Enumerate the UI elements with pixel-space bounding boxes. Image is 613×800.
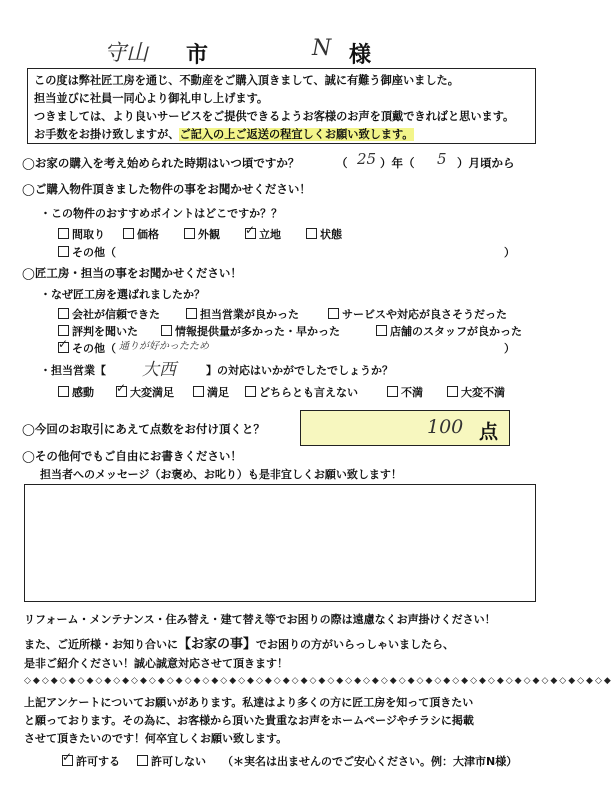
checkbox[interactable] bbox=[376, 325, 387, 336]
q4-option-neutral[interactable]: どちらとも言えない bbox=[245, 384, 358, 400]
checkbox[interactable] bbox=[306, 228, 317, 239]
checkbox[interactable] bbox=[328, 308, 339, 319]
q1-year-unit: ）年（ bbox=[380, 156, 415, 170]
q4-label-prefix: ・担当営業【 bbox=[40, 364, 106, 377]
city-handwritten: 守山 bbox=[104, 41, 149, 66]
customer-name-handwritten: N bbox=[312, 36, 332, 61]
checkbox-checked[interactable] bbox=[62, 755, 73, 766]
divider-dots: ◇◆◇◆◇◆◇◆◇◆◇◆◇◆◇◆◇◆◇◆◇◆◇◆◇◆◇◆◇◆◇◆◇◆◇◆◇◆◇◆◇◆◇◆◇◆◇◆◇◆◇◆◇◆◇◆◇◆◇◆◇◆◇◆◇◆ bbox=[24, 676, 613, 686]
checkbox-checked[interactable] bbox=[58, 342, 69, 353]
q1-label: ◯お家の購入を考え始められた時期はいつ頃ですか？ bbox=[22, 156, 300, 170]
checkbox[interactable] bbox=[447, 386, 458, 397]
intro-line-4 bbox=[34, 126, 529, 144]
q4-option-moved[interactable]: 感動 bbox=[58, 384, 94, 400]
q3-label: ◯匠工房・担当の事をお聞かせください！ bbox=[22, 266, 242, 280]
score-value: 100 bbox=[427, 416, 464, 438]
intro-line-4-highlight: ご記入の上ご返送の程宜しくお願い致します。 bbox=[179, 128, 414, 141]
intro-line-1: この度は弊社匠工房を通じ、不動産をご購入頂きまして、誠に有難う御座いました。 bbox=[34, 74, 459, 87]
deny-option[interactable]: 許可しない bbox=[137, 753, 206, 769]
footer-line-1: リフォーム・メンテナンス・住み替え・建て替え等でお困りの際は遠慮なくお声掛けください！ bbox=[24, 613, 496, 626]
honorific: 様 bbox=[349, 43, 372, 68]
checkbox-checked[interactable] bbox=[116, 386, 127, 397]
q1-year-value[interactable]: 25 bbox=[357, 150, 377, 168]
q6-sub: 担当者へのメッセージ（お褒め、お叱り）も是非宜しくお願い致します！ bbox=[40, 468, 402, 481]
q3-option-service[interactable]: サービスや対応が良さそうだった bbox=[328, 306, 507, 322]
q2-option-location[interactable]: ✓ 立地 bbox=[245, 226, 281, 242]
checkbox[interactable] bbox=[58, 386, 69, 397]
q1-month-unit: ）月頃から bbox=[457, 156, 515, 170]
q1-month-value[interactable]: 5 bbox=[437, 150, 447, 168]
q4-option-very-dissatisfied[interactable]: 大変不満 bbox=[447, 384, 505, 400]
q1-open-paren: （ bbox=[336, 156, 348, 170]
intro-line-2: 担当並びに社員一同心より御礼申し上げます。 bbox=[34, 92, 269, 105]
q3-option-staff[interactable]: 店舗のスタッフが良かった bbox=[376, 323, 522, 339]
score-box[interactable] bbox=[300, 410, 510, 446]
q4-option-dissatisfied[interactable]: 不満 bbox=[387, 384, 423, 400]
q2-other-close: ） bbox=[504, 246, 515, 259]
intro-line-3: つきましては、より良いサービスをご提供できるようお客様のお声を頂戴できればと思います。 bbox=[34, 110, 515, 123]
footer-line-3: 是非ご紹介ください！誠心誠意対応させて頂きます！ bbox=[24, 657, 288, 670]
permit-option[interactable]: ✓許可する bbox=[62, 753, 120, 769]
request-line-3: させて頂きたいのです！何卒宜しくお願い致します。 bbox=[24, 732, 288, 745]
checkbox[interactable] bbox=[193, 386, 204, 397]
q3-other-value[interactable]: 通りが好かったため bbox=[119, 341, 209, 352]
checkbox[interactable] bbox=[245, 386, 256, 397]
q3-option-sales[interactable]: 担当営業が良かった bbox=[186, 306, 299, 322]
q3-option-other[interactable]: ✓その他（ bbox=[58, 340, 116, 356]
q2-option-condition[interactable]: 状態 bbox=[306, 226, 342, 242]
checkbox[interactable] bbox=[161, 325, 172, 336]
footer-line-2: また、ご近所様・お知り合いに【お家の事】でお困りの方がいらっしゃいましたら、 bbox=[24, 637, 455, 652]
message-box[interactable] bbox=[24, 484, 536, 602]
city-suffix: 市 bbox=[186, 43, 209, 68]
q4-staff-name[interactable]: 大西 bbox=[142, 360, 176, 380]
q2-label: ◯ご購入物件頂きました物件の事をお聞かせください！ bbox=[22, 182, 311, 196]
q3-option-reputation[interactable]: 評判を聞いた bbox=[58, 323, 138, 339]
q2-option-price[interactable]: 価格 bbox=[123, 226, 159, 242]
checkbox[interactable] bbox=[137, 755, 148, 766]
checkbox[interactable] bbox=[58, 228, 69, 239]
checkbox[interactable] bbox=[58, 325, 69, 336]
checkbox[interactable] bbox=[58, 308, 69, 319]
checkbox[interactable] bbox=[123, 228, 134, 239]
q3-option-trust[interactable]: 会社が信頼できた bbox=[58, 306, 160, 322]
q2-option-exterior[interactable]: 外観 bbox=[184, 226, 220, 242]
privacy-note: （＊実名は出ませんのでご安心ください。例：大津市N様） bbox=[222, 755, 518, 768]
q6-label: ◯その他何でもご自由にお書きください！ bbox=[22, 449, 242, 463]
intro-line-4-plain: お手数をお掛け致しますが、 bbox=[34, 128, 180, 141]
q3-other-close: ） bbox=[504, 342, 515, 355]
checkbox[interactable] bbox=[186, 308, 197, 319]
q2-option-madori[interactable]: 間取り bbox=[58, 226, 105, 242]
q5-label: ◯今回のお取引にあえて点数をお付け頂くと？ bbox=[22, 422, 265, 436]
q4-label-suffix: 】の対応はいかがでしたでしょうか？ bbox=[206, 364, 393, 377]
q4-option-satisfied[interactable]: 満足 bbox=[193, 384, 229, 400]
q3-option-info[interactable]: 情報提供量が多かった・早かった bbox=[161, 323, 340, 339]
footer-brand: 【お家の事】 bbox=[178, 637, 257, 652]
checkbox[interactable] bbox=[184, 228, 195, 239]
request-line-1: 上記アンケートについてお願いがあります。私達はより多くの方に匠工房を知って頂きたい bbox=[24, 696, 474, 709]
q3-sub: ・なぜ匠工房を選ばれましたか？ bbox=[40, 288, 205, 301]
intro-box bbox=[27, 68, 536, 144]
checkbox[interactable] bbox=[58, 246, 69, 257]
q4-option-very-satisfied[interactable]: ✓ 大変満足 bbox=[116, 384, 174, 400]
q2-option-other[interactable]: その他（ bbox=[58, 244, 116, 260]
request-line-2: と願っております。その為に、お客様から頂いた貴重なお声をホームページやチラシに掲載 bbox=[24, 714, 474, 727]
checkbox-checked[interactable] bbox=[245, 228, 256, 239]
score-unit: 点 bbox=[479, 421, 499, 443]
checkbox[interactable] bbox=[387, 386, 398, 397]
q2-sub: ・この物件のおすすめポイントはどこですか？？ bbox=[40, 207, 283, 220]
